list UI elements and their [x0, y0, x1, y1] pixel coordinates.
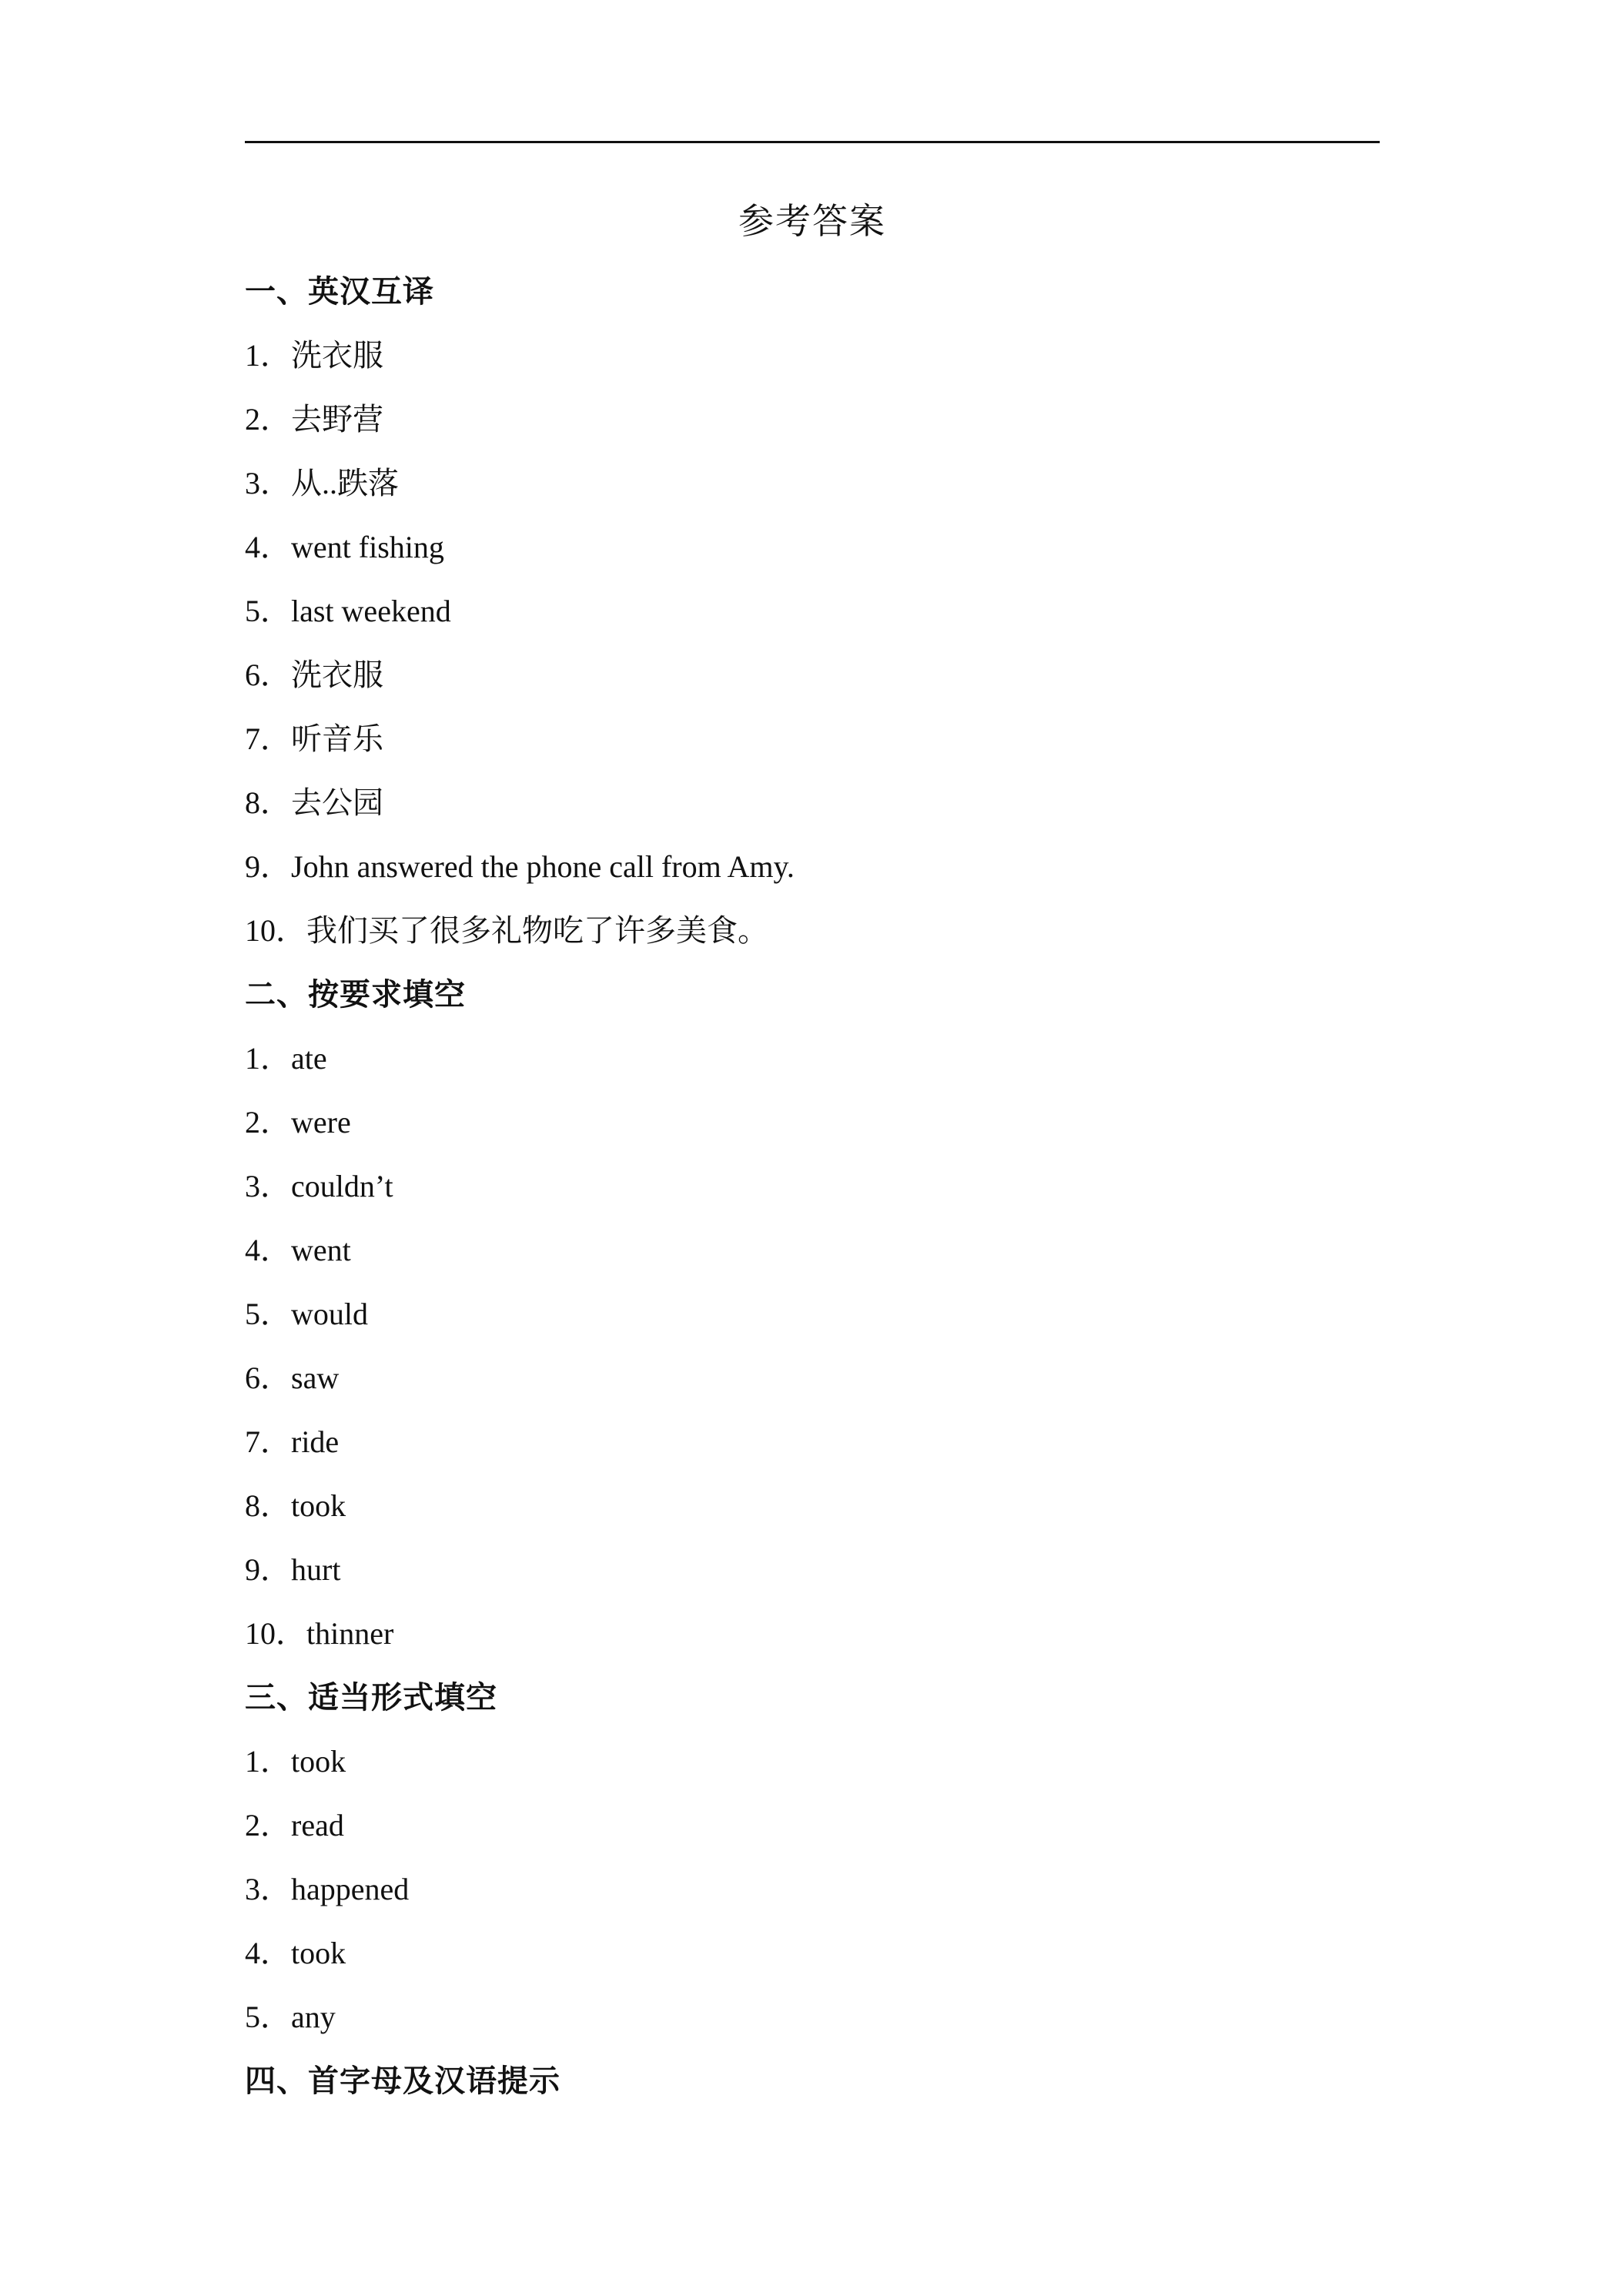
answer-item — [245, 1160, 1380, 1223]
answer-item — [245, 1863, 1380, 1926]
item-number: 2． — [245, 1105, 291, 1140]
item-answer: thinner — [306, 1616, 394, 1651]
item-answer: hurt — [291, 1552, 341, 1587]
item-number: 6． — [245, 1361, 291, 1395]
section-heading-2: 二、按要求填空 — [245, 977, 466, 1012]
item-answer: would — [291, 1297, 368, 1331]
item-number: 4． — [245, 1936, 291, 1970]
item-number: 7． — [245, 1424, 291, 1459]
item-answer: took — [291, 1744, 346, 1779]
answer-item — [245, 1415, 1380, 1479]
item-number: 2． — [245, 1808, 291, 1842]
answer-item — [245, 1799, 1380, 1863]
page-title: 参考答案 — [738, 200, 886, 242]
answer-item — [245, 1926, 1380, 1990]
item-number: 5． — [245, 1297, 291, 1331]
answer-item — [245, 1543, 1380, 1607]
answer-item — [245, 1479, 1380, 1543]
item-number: 2． — [245, 402, 291, 437]
header-rule — [245, 141, 1380, 143]
item-answer: 去野营 — [291, 402, 383, 437]
item-answer: took — [291, 1488, 346, 1523]
answer-item — [245, 520, 1380, 584]
item-answer: ride — [291, 1424, 340, 1459]
item-answer: couldn’t — [291, 1169, 393, 1203]
item-number: 3． — [245, 1872, 291, 1906]
section-heading-3: 三、适当形式填空 — [245, 1680, 497, 1715]
item-number: 1． — [245, 1041, 291, 1076]
item-number: 3． — [245, 466, 291, 500]
answer-item — [245, 1096, 1380, 1160]
item-answer: 洗衣服 — [291, 338, 383, 373]
item-number: 1． — [245, 338, 291, 373]
item-number: 5． — [245, 2000, 291, 2034]
item-answer: took — [291, 1936, 346, 1970]
answer-item — [245, 1223, 1380, 1287]
answer-content — [245, 265, 1380, 2118]
answer-item — [245, 1351, 1380, 1415]
item-answer: happened — [291, 1872, 410, 1906]
item-number: 9． — [245, 849, 291, 884]
answer-item — [245, 1990, 1380, 2054]
item-answer: were — [291, 1105, 351, 1140]
item-answer: 去公园 — [291, 785, 383, 820]
answer-item — [245, 1607, 1380, 1671]
item-number: 4． — [245, 1233, 291, 1267]
item-answer: saw — [291, 1361, 340, 1395]
answer-item — [245, 1032, 1380, 1096]
item-number: 5． — [245, 594, 291, 628]
answer-item — [245, 648, 1380, 712]
answer-item — [245, 840, 1380, 904]
item-answer: 听音乐 — [291, 721, 383, 756]
answer-item — [245, 584, 1380, 648]
item-answer: 我们买了很多礼物吃了许多美食。 — [306, 913, 768, 948]
answer-item — [245, 457, 1380, 520]
item-answer: any — [291, 2000, 336, 2034]
item-answer: ate — [291, 1041, 327, 1076]
answer-item — [245, 1287, 1380, 1351]
item-answer: last weekend — [291, 594, 451, 628]
item-answer: went fishing — [291, 530, 444, 564]
answer-item — [245, 393, 1380, 457]
answer-item — [245, 904, 1380, 968]
item-number: 8． — [245, 1488, 291, 1523]
item-answer: 洗衣服 — [291, 658, 383, 692]
item-answer: read — [291, 1808, 344, 1842]
item-number: 7． — [245, 721, 291, 756]
section-heading-4: 四、首字母及汉语提示 — [245, 2063, 561, 2099]
item-number: 6． — [245, 658, 291, 692]
item-number: 9． — [245, 1552, 291, 1587]
answer-item — [245, 712, 1380, 776]
item-number: 10． — [245, 1616, 306, 1651]
item-number: 10． — [245, 913, 306, 948]
item-answer: went — [291, 1233, 351, 1267]
item-number: 1． — [245, 1744, 291, 1779]
answer-item — [245, 776, 1380, 840]
item-answer: 从..跌落 — [291, 466, 399, 500]
item-number: 8． — [245, 785, 291, 820]
answer-item — [245, 1735, 1380, 1799]
item-number: 3． — [245, 1169, 291, 1203]
item-answer: John answered the phone call from Amy. — [291, 849, 795, 884]
item-number: 4． — [245, 530, 291, 564]
answer-item — [245, 329, 1380, 393]
section-heading-1: 一、英汉互译 — [245, 274, 434, 310]
